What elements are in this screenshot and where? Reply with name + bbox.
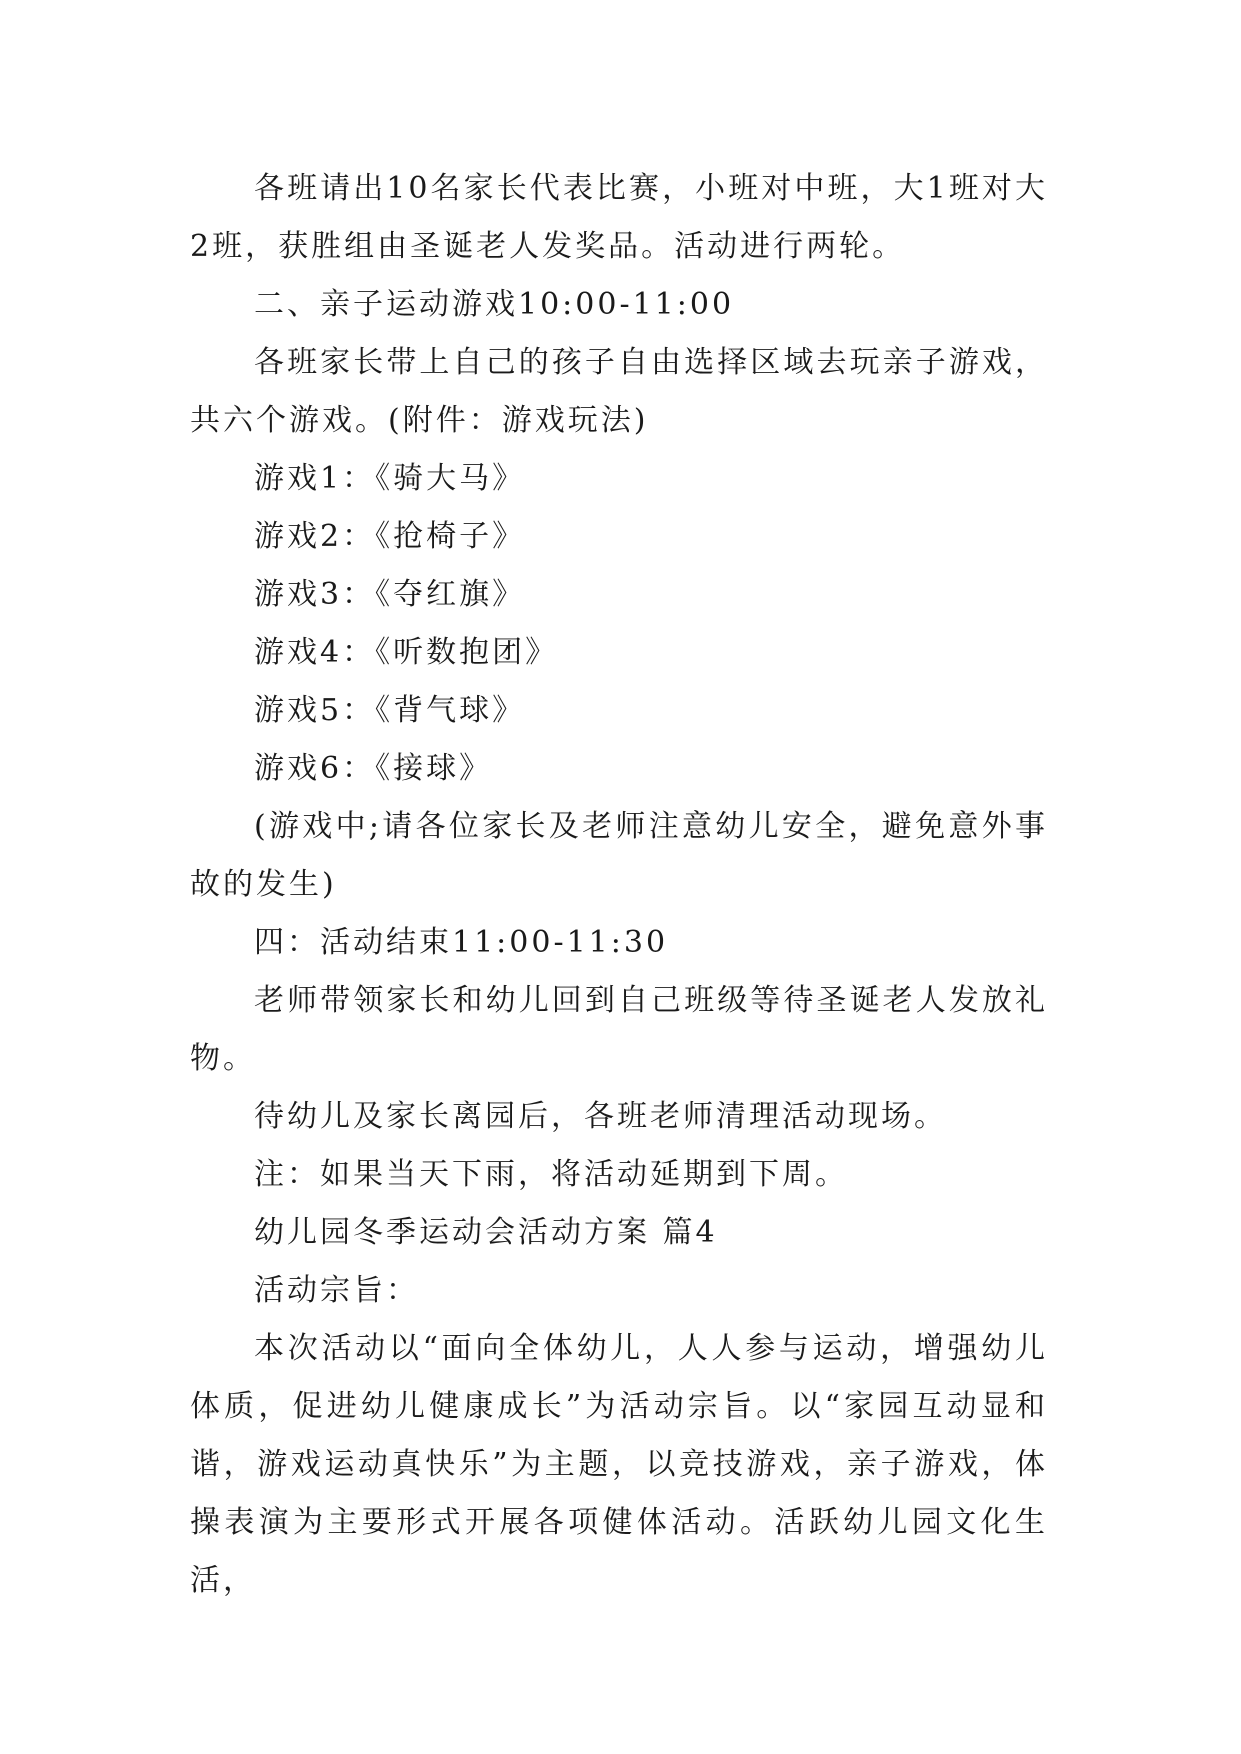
section-heading: 二、亲子运动游戏10:00-11:00 — [254, 287, 735, 322]
game-item: 游戏4：《听数抱团》 — [254, 635, 559, 670]
game-item: 游戏6：《接球》 — [254, 751, 493, 786]
section-heading: 四：活动结束11:00-11:30 — [254, 925, 669, 960]
game-item: 游戏2：《抢椅子》 — [254, 519, 526, 554]
document-body — [190, 160, 1048, 1610]
game-item: 游戏5：《背气球》 — [254, 693, 526, 728]
article-title: 幼儿园冬季运动会活动方案 篇4 — [254, 1215, 718, 1250]
paragraph: 各班家长带上自己的孩子自由选择区域去玩亲子游戏，共六个游戏。(附件：游戏玩法) — [190, 345, 1048, 438]
paragraph: 待幼儿及家长离园后，各班老师清理活动现场。 — [254, 1099, 947, 1134]
paragraph: 本次活动以“面向全体幼儿，人人参与运动，增强幼儿体质，促进幼儿健康成长”为活动宗旨。以“家园互动显和谐，游戏运动真快乐”为主题，以竞技游戏，亲子游戏，体操表演为主要形式开展各项健体活动。活跃幼儿园文化生活， — [190, 1331, 1048, 1598]
section-heading: 活动宗旨： — [254, 1273, 419, 1308]
game-item: 游戏3：《夺红旗》 — [254, 577, 526, 612]
paragraph: 老师带领家长和幼儿回到自己班级等待圣诞老人发放礼物。 — [190, 983, 1048, 1076]
rain-note: 注：如果当天下雨，将活动延期到下周。 — [254, 1157, 848, 1192]
paragraph: 各班请出10名家长代表比赛，小班对中班，大1班对大2班，获胜组由圣诞老人发奖品。活动进行两轮。 — [190, 171, 1048, 264]
game-item: 游戏1：《骑大马》 — [254, 461, 526, 496]
safety-note: (游戏中;请各位家长及老师注意幼儿安全，避免意外事故的发生) — [190, 809, 1048, 902]
